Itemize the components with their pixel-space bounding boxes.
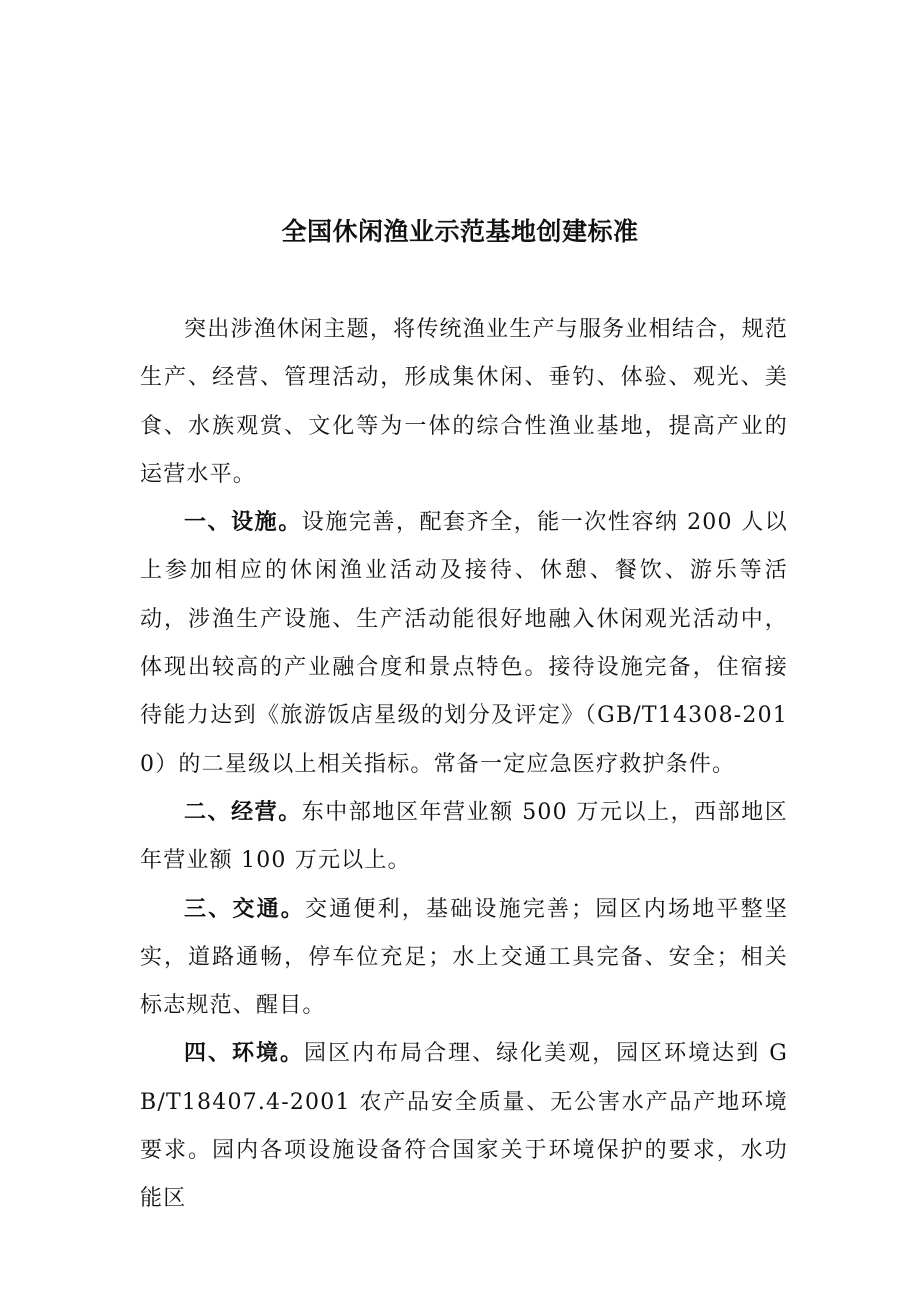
section-text: 交通便利，基础设施完善；园区内场地平整坚实，道路通畅，停车位充足；水上交通工具完备、安全；相关标志规范、醒目。 xyxy=(140,896,788,1019)
section-environment xyxy=(140,1030,788,1223)
section-operation xyxy=(140,789,788,886)
section-text: 设施完善，配套齐全，能一次性容纳 200 人以上参加相应的休闲渔业活动及接待、休憩、餐饮、游乐等活动，涉渔生产设施、生产活动能很好地融入休闲观光活动中，体现出较高的产业融合度和景点特色。接待设施完备，住宿接待能力达到《旅游饭店星级的划分及评定》（GB/T14308-2010）的二星级以上相关指标。常备一定应急医疗救护条件。 xyxy=(140,510,788,777)
section-heading: 二、经营。 xyxy=(184,799,302,825)
section-text: 东中部地区年营业额 500 万元以上，西部地区年营业额 100 万元以上。 xyxy=(140,799,788,874)
section-facilities xyxy=(140,499,788,789)
intro-paragraph: 突出涉渔休闲主题，将传统渔业生产与服务业相结合，规范生产、经营、管理活动，形成集休闲、垂钓、体验、观光、美食、水族观赏、文化等为一体的综合性渔业基地，提高产业的运营水平。 xyxy=(140,317,788,487)
section-heading: 四、环境。 xyxy=(184,1041,305,1067)
page-title: 全国休闲渔业示范基地创建标准 xyxy=(281,217,639,246)
section-transport xyxy=(140,886,788,1031)
section-heading: 一、设施。 xyxy=(184,510,302,536)
section-heading: 三、交通。 xyxy=(184,896,305,922)
section-text: 园区内布局合理、绿化美观，园区环境达到 GB/T18407.4-2001 农产品安全质量、无公害水产品产地环境要求。园内各项设施设备符合国家关于环境保护的要求，水功能区 xyxy=(140,1041,788,1212)
document-body xyxy=(140,306,788,1224)
